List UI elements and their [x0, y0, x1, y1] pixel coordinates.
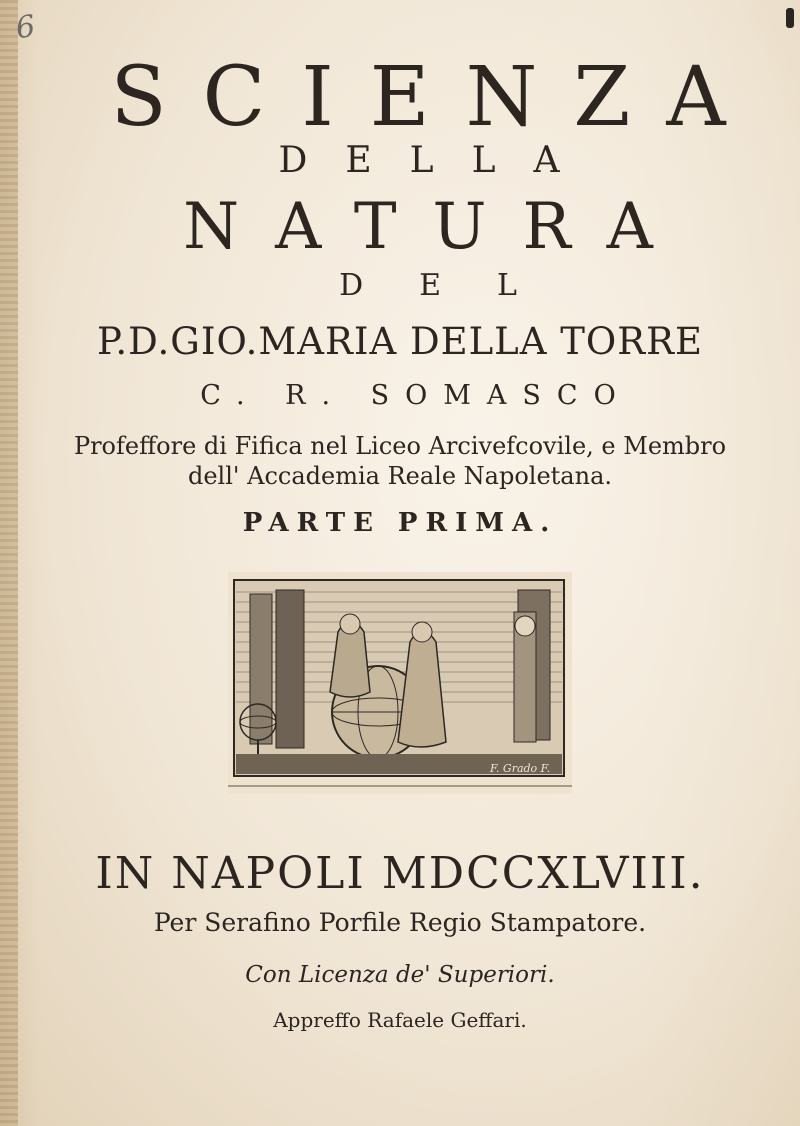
title-word-della: DELLA [278, 140, 598, 181]
author-description-line1: Profeffore di Fifica nel Liceo Arcivefcovile, e Membro [73, 432, 727, 460]
imprint-place-date: IN NAPOLI MDCCXLVIII. [95, 848, 705, 899]
title-word-scienza: SCIENZA [110, 50, 762, 145]
vignette-illustration [228, 572, 572, 794]
title-word-natura: NATURA [183, 190, 689, 264]
engraver-signature: F. Grado F. [490, 762, 551, 775]
handwritten-note: 6 [13, 8, 38, 47]
religious-order: C. R. SOMASCO [200, 380, 632, 411]
seller-line: Appreffo Rafaele Geffari. [273, 1008, 527, 1032]
license-line: Con Licenza de' Superiori. [245, 962, 555, 988]
corner-mark [786, 8, 794, 28]
title-word-del: DEL [339, 268, 573, 303]
author-description-line2: dell' Accademia Reale Napoletana. [187, 462, 613, 490]
printer-line: Per Serafino Porfile Regio Stampatore. [153, 908, 647, 937]
volume-part: PARTE PRIMA. [242, 508, 558, 538]
author-name: P.D.GIO.MARIA DELLA TORRE [97, 320, 703, 363]
engraved-vignette [228, 572, 572, 794]
